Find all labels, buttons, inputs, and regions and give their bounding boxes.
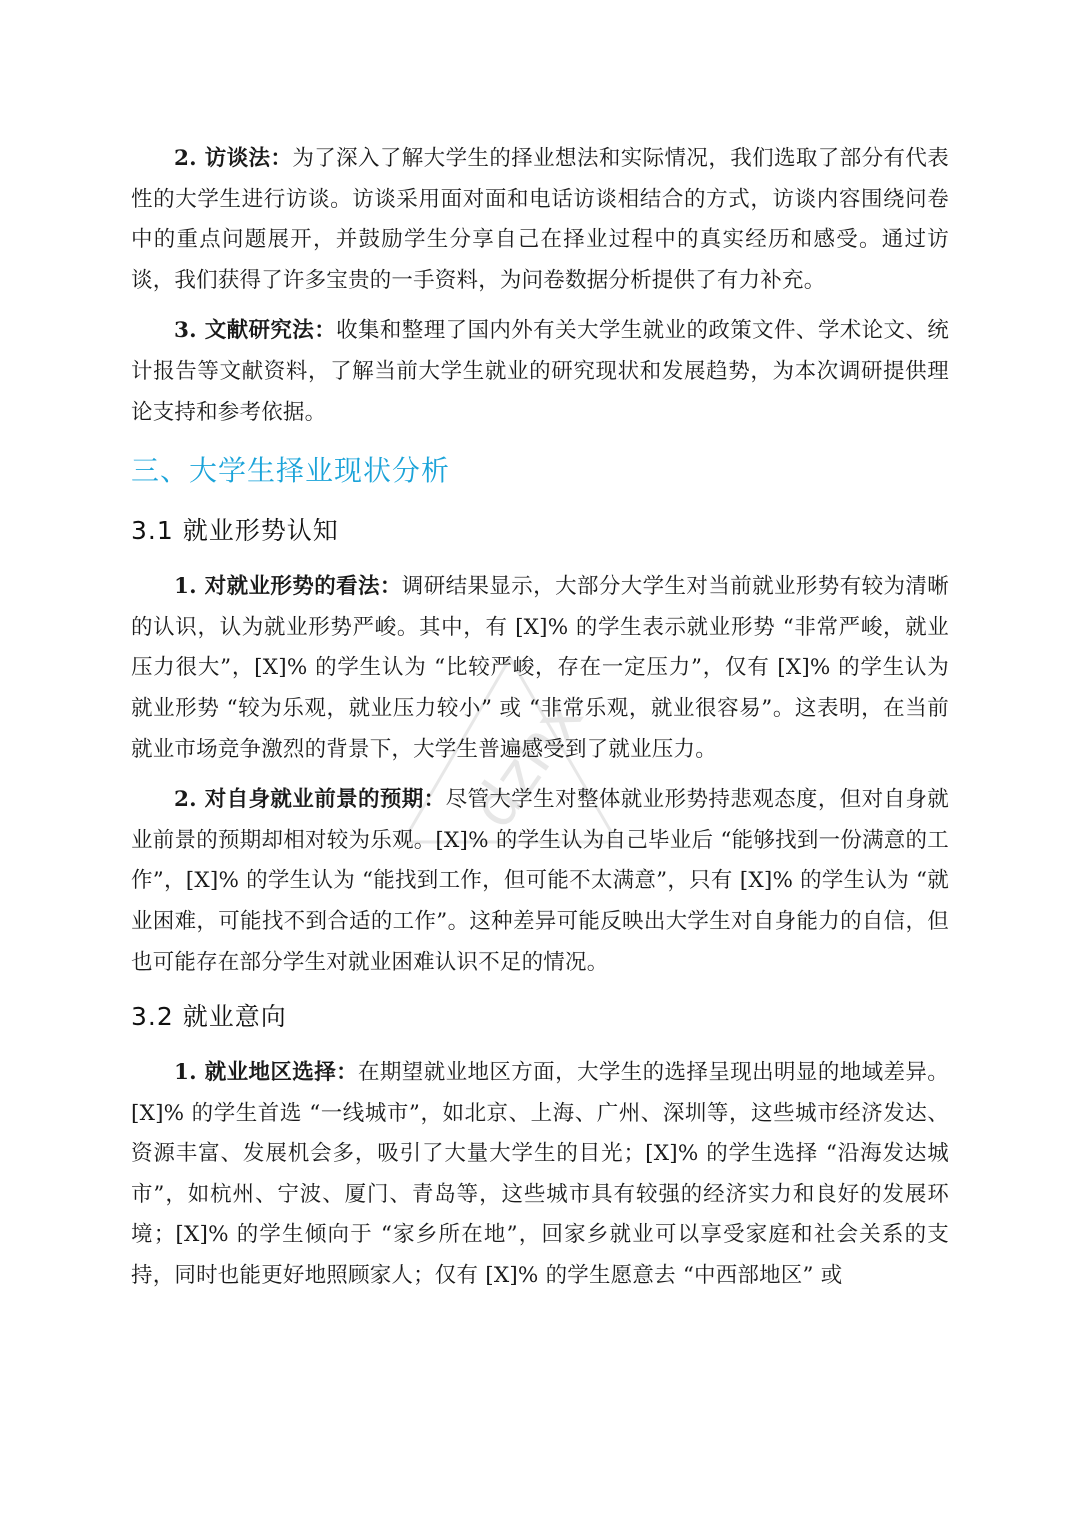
chapter-heading: 三、大学生择业现状分析 bbox=[131, 454, 451, 488]
paragraph-lead: 3. 文献研究法： bbox=[174, 318, 337, 344]
page-content bbox=[131, 139, 949, 1307]
paragraph-lead: 2. 访谈法： bbox=[174, 146, 293, 171]
paragraph-text: 调研结果显示，大部分大学生对当前就业形势有较为清晰的认识，认为就业形势严峻。其中，有 [X]% 的学生表示就业形势 “非常严峻，就业压力很大”，[X]% 的学生认为 “比较严峻，存在一定压力”，仅有 [X]% 的学生认为就业形势 “较为乐观，就业压力较小” 或 “非常乐观，就业很容易”。这表明，在当前就业市场竞争激烈的背景下，大学生普遍感受到了就业压力。 bbox=[131, 574, 949, 762]
paragraph-interview-method bbox=[131, 139, 949, 301]
paragraph-lead: 1. 对就业形势的看法： bbox=[174, 574, 402, 600]
paragraph-text: 收集和整理了国内外有关大学生就业的政策文件、学术论文、统计报告等文献资料，了解当前大学生就业的研究现状和发展趋势，为本次调研提供理论支持和参考依据。 bbox=[131, 318, 949, 425]
paragraph-text: 为了深入了解大学生的择业想法和实际情况，我们选取了部分有代表性的大学生进行访谈。访谈采用面对面和电话访谈相结合的方式，访谈内容围绕问卷中的重点问题展开，并鼓励学生分享自己在择业过程中的真实经历和感受。通过访谈，我们获得了许多宝贵的一手资料，为问卷数据分析提供了有力补充。 bbox=[131, 146, 949, 293]
paragraph-self-expectation bbox=[131, 780, 949, 983]
paragraph-employment-outlook bbox=[131, 567, 949, 770]
paragraph-literature-method bbox=[131, 311, 949, 433]
paragraph-lead: 1. 就业地区选择： bbox=[174, 1060, 358, 1086]
paragraph-text: 尽管大学生对整体就业形势持悲观态度，但对自身就业前景的预期却相对较为乐观。[X]% 的学生认为自己毕业后 “能够找到一份满意的工作”，[X]% 的学生认为 “能找到工作，但可能不太满意”，只有 [X]% 的学生认为 “就业困难，可能找不到合适的工作”。这种差异可能反映出大学生对自身能力的自信，但也可能存在部分学生对就业困难认识不足的情况。 bbox=[131, 787, 950, 975]
paragraph-text: 在期望就业地区方面，大学生的选择呈现出明显的地域差异。[X]% 的学生首选 “一线城市”，如北京、上海、广州、深圳等，这些城市经济发达、资源丰富、发展机会多，吸引了大量大学生的目光；[X]% 的学生选择 “沿海发达城市”，如杭州、宁波、厦门、青岛等，这些城市具有较强的经济实力和良好的发展环境；[X]% 的学生倾向于 “家乡所在地”，回家乡就业可以享受家庭和社会关系的支持，同时也能更好地照顾家人；仅有 [X]% 的学生愿意去 “中西部地区” 或 bbox=[131, 1060, 949, 1289]
watermark-text: dzhx bbox=[457, 683, 598, 841]
paragraph-region-choice bbox=[131, 1053, 949, 1297]
paragraph-lead: 2. 对自身就业前景的预期： bbox=[174, 787, 446, 813]
section-heading: 3.1 就业形势认知 bbox=[131, 516, 339, 546]
section-heading: 3.2 就业意向 bbox=[131, 1002, 287, 1032]
